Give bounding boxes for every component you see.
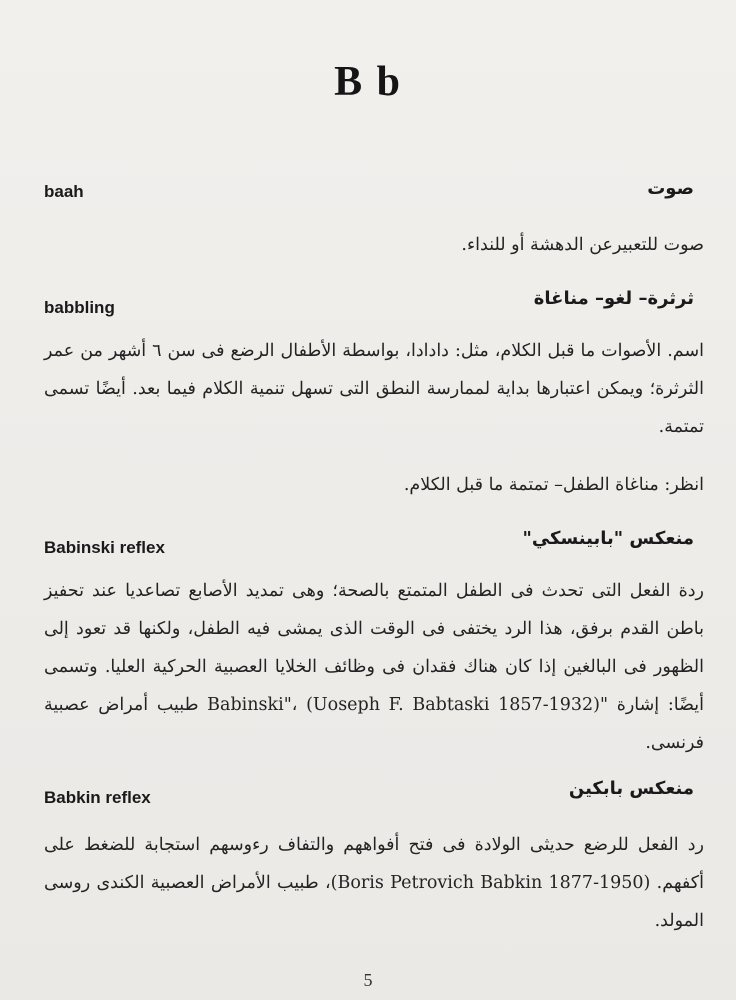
term-english: baah [44, 182, 84, 201]
term-english: babbling [44, 298, 115, 317]
term-arabic: صوت [647, 178, 694, 199]
entry-definition: ردة الفعل التى تحدث فى الطفل المتمتع بالصحة؛ وهى تمديد الأصابع تصاعديا عند تحفيز باطن القدم برفق، هذا الرد يختفى فى الوقت الذى يمشى فيه الطفل، ولكنها قد تعود إلى الظهور فى البالغين إذا كان هناك فقدان فى وظائف الخلايا العصبية الحركية العليا. وتسمى أيضًا: إشارة "Babinski"، (Uoseph F. Babtaski 1857-1932) طبيب أمراض عصبية فرنسى. [44, 581, 704, 753]
term-arabic: منعكس "بابينسكي" [522, 528, 694, 549]
entry-header-baah [44, 178, 694, 212]
entry-definition: اسم. الأصوات ما قبل الكلام، مثل: دادادا، بواسطة الأطفال الرضع فى سن ٦ أشهر من عمر الثرثرة؛ ويمكن اعتبارها بداية لممارسة النطق التى تسهل تنمية الكلام فيما بعد. أيضًا تسمى تمتمة. [44, 341, 704, 437]
term-english: Babinski reflex [44, 538, 165, 557]
entry-definition: رد الفعل للرضع حديثى الولادة فى فتح أفواههم والتفاف رءوسهم استجابة للضغط على أكفهم. (Boris Petrovich Babkin 1877-1950)، طبيب الأمراض العصبية الكندى روسى المولد. [44, 835, 704, 931]
section-letter-heading: B b [334, 59, 402, 105]
page-number: 5 [363, 970, 373, 990]
term-arabic: ثرثرة– لغو– مناغاة [533, 288, 694, 309]
term-english: Babkin reflex [44, 788, 151, 807]
entry-header-babkin-reflex [44, 778, 694, 812]
entry-header-babinski-reflex [44, 528, 694, 562]
term-arabic: منعكس بابكين [568, 778, 694, 799]
entry-see-also: انظر: مناغاة الطفل– تمتمة ما قبل الكلام. [403, 475, 704, 495]
entry-definition: صوت للتعبيرعن الدهشة أو للنداء. [461, 235, 704, 255]
entry-header-babbling [44, 288, 694, 322]
